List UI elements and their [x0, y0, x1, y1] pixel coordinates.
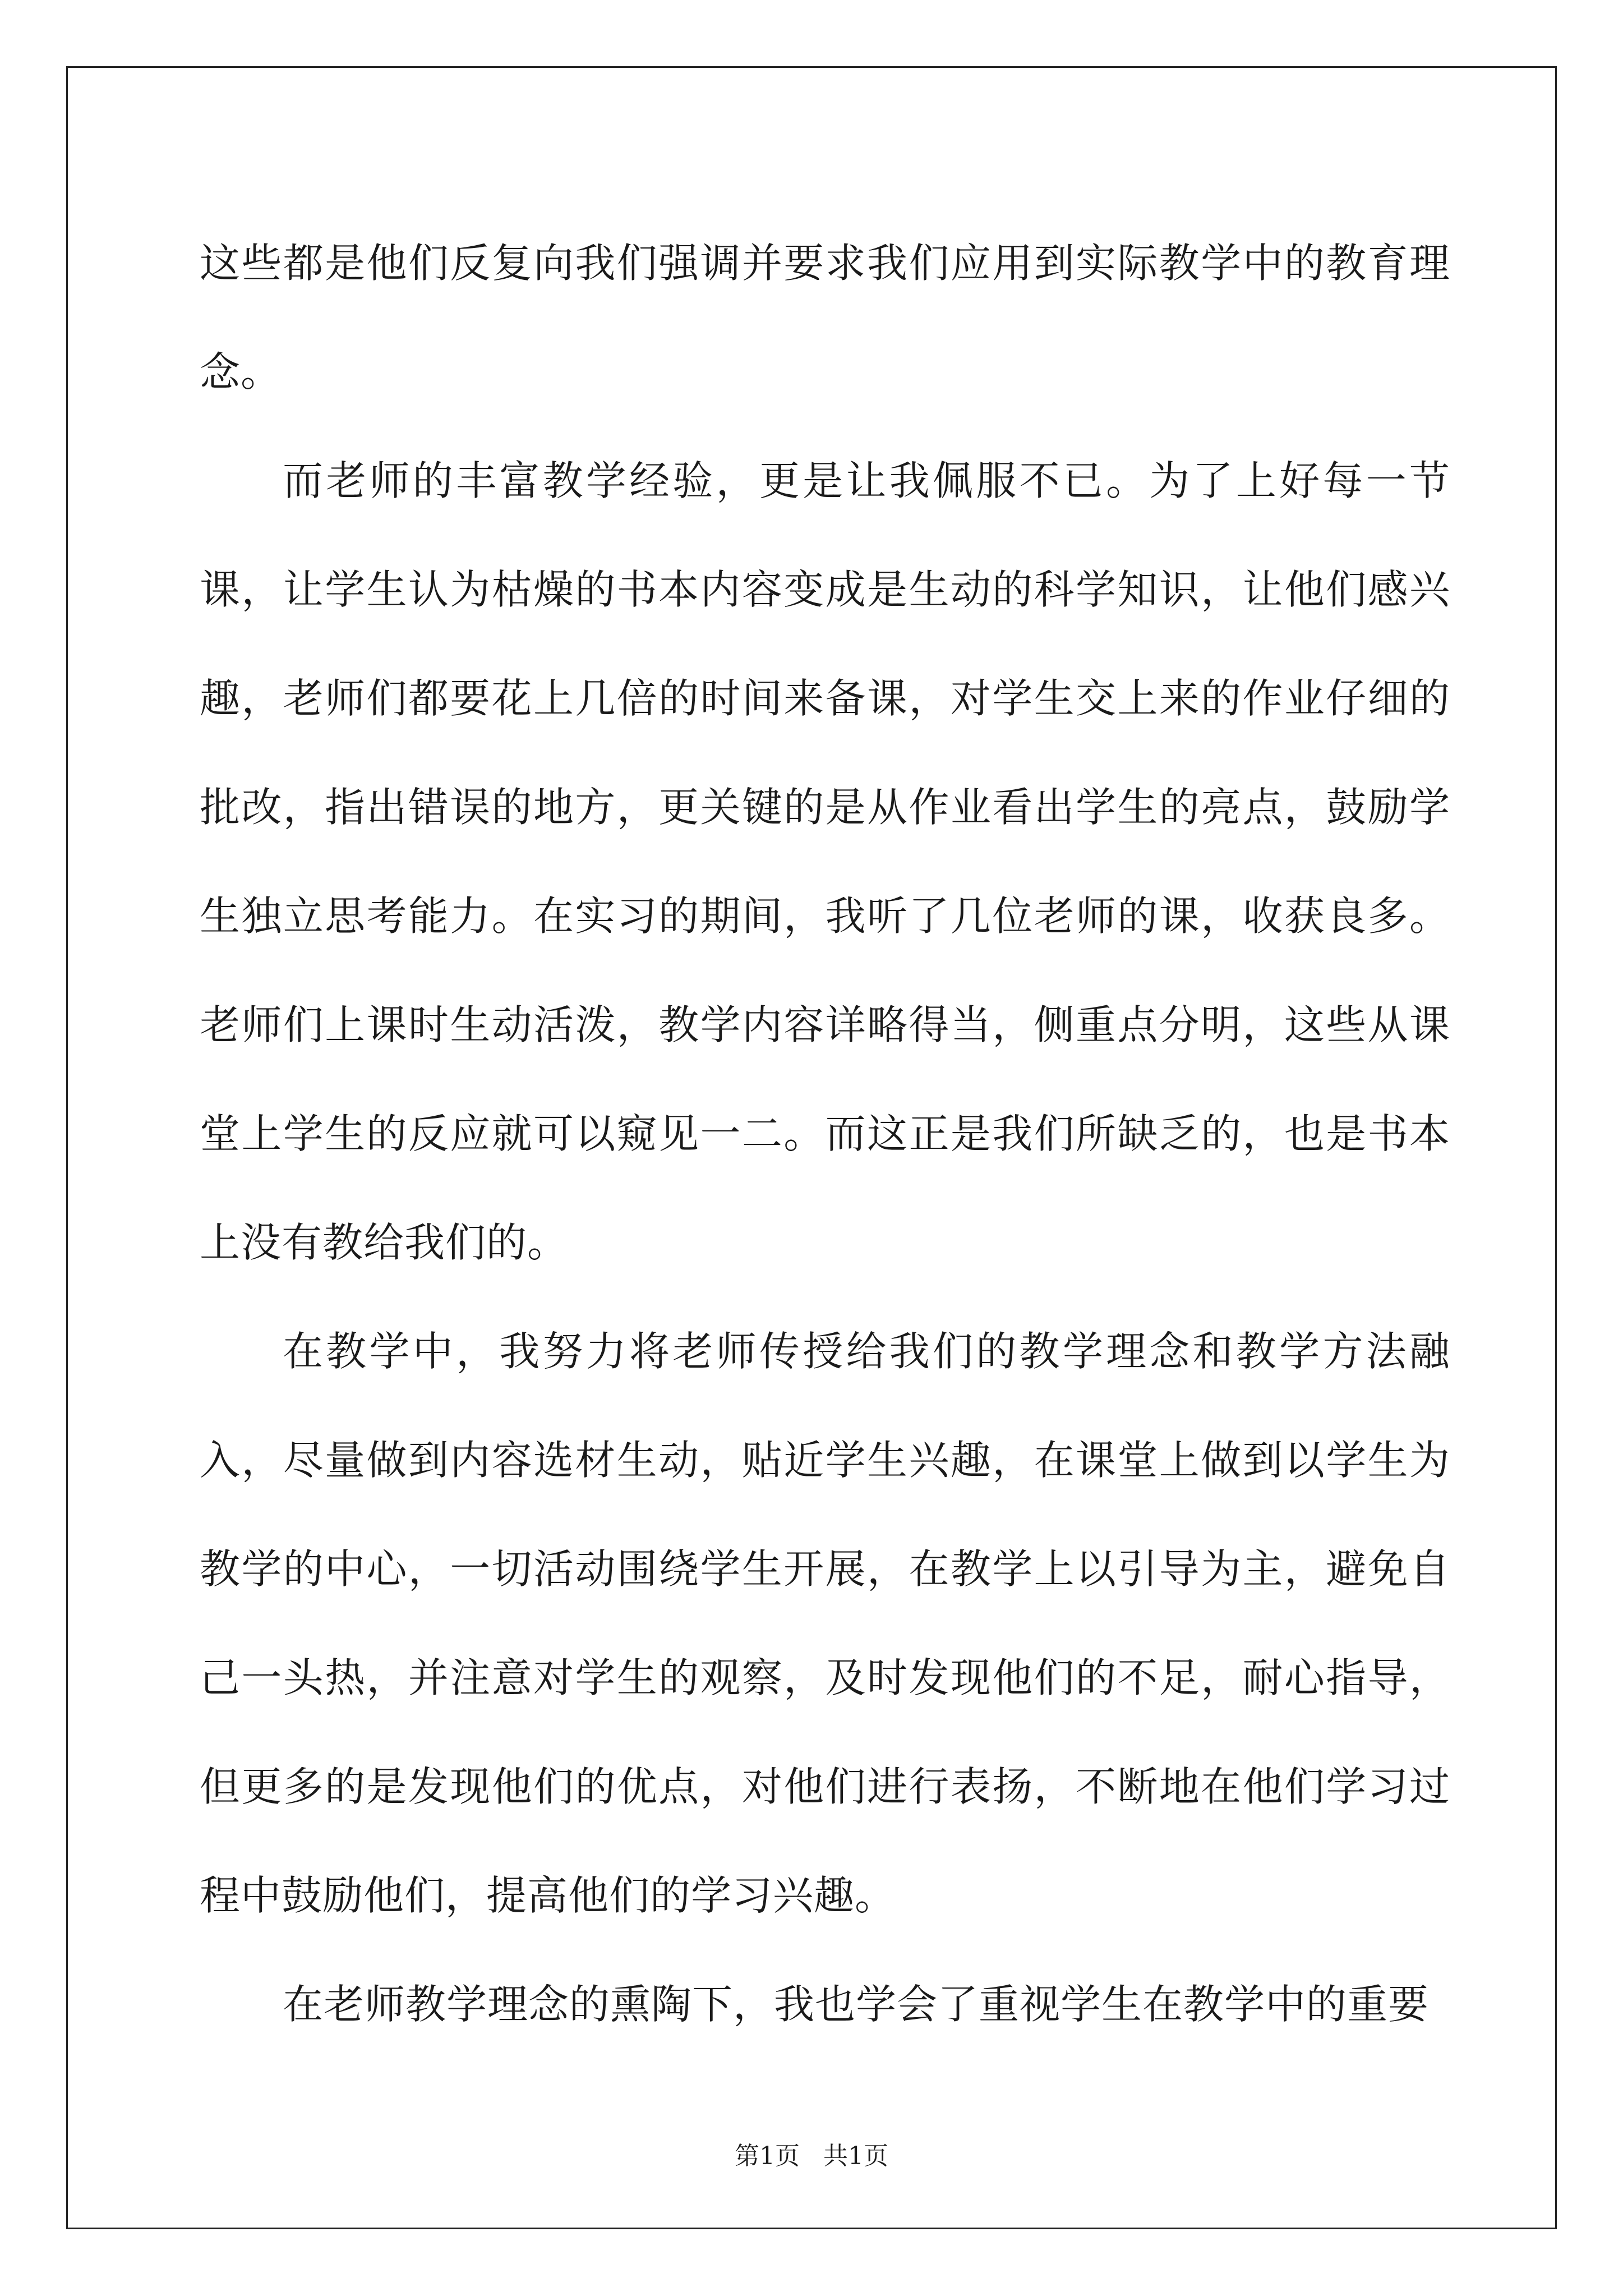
page-footer	[0, 2139, 1623, 2173]
paragraph: 在教学中，我努力将老师传授给我们的教学理念和教学方法融入，尽量做到内容选材生动，贴近学生兴趣，在课堂上做到以学生为教学的中心，一切活动围绕学生开展，在教学上以引导为主，避免自己一头热，并注意对学生的观察，及时发现他们的不足，耐心指导，但更多的是发现他们的优点，对他们进行表扬，不断地在他们学习过程中鼓励他们，提高他们的学习兴趣。	[200, 1328, 1450, 1919]
paragraph: 而老师的丰富教学经验，更是让我佩服不已。为了上好每一节课，让学生认为枯燥的书本内容变成是生动的科学知识，让他们感兴趣，老师们都要花上几倍的时间来备课，对学生交上来的作业仔细的批改，指出错误的地方，更关键的是从作业看出学生的亮点，鼓励学生独立思考能力。在实习的期间，我听了几位老师的课，收获良多。老师们上课时生动活泼，教学内容详略得当，侧重点分明，这些从课堂上学生的反应就可以窥见一二。而这正是我们所缺乏的，也是书本上没有教给我们的。	[200, 457, 1450, 1266]
footer-spacer	[800, 2142, 823, 2170]
paragraph: 在老师教学理念的熏陶下，我也学会了重视学生在教学中的重要	[283, 1981, 1430, 2028]
document-body	[200, 209, 1450, 2059]
page-total: 共1页	[823, 2142, 888, 2170]
page-number: 第1页	[735, 2142, 800, 2170]
paragraph: 这些都是他们反复向我们强调并要求我们应用到实际教学中的教育理念。	[200, 240, 1450, 395]
